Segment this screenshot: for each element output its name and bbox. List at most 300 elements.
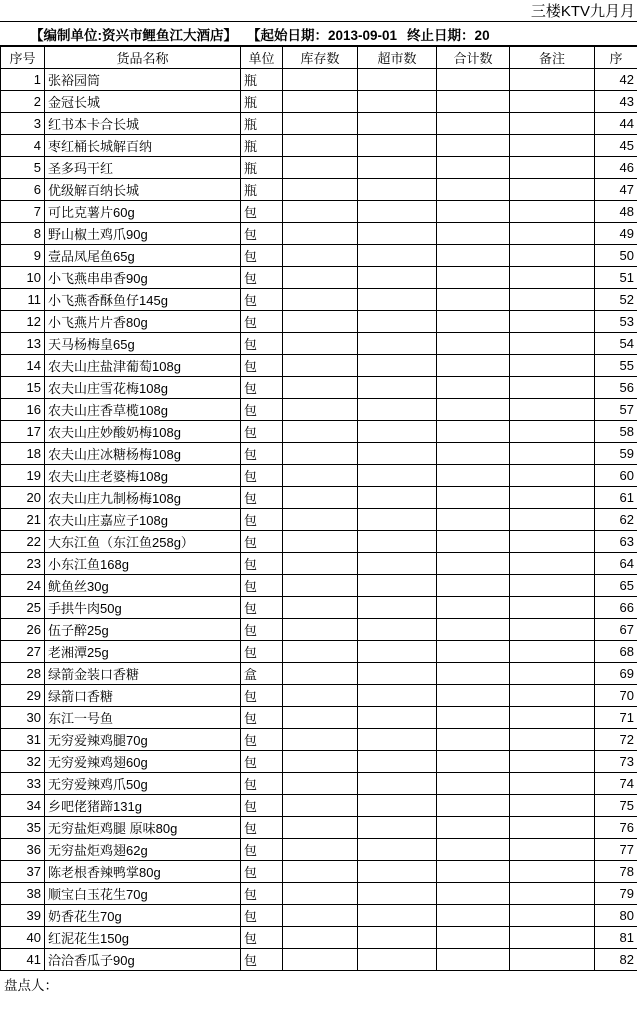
cell-total[interactable] [437,333,510,355]
cell-index[interactable]: 38 [1,883,45,905]
cell-supermarket[interactable] [358,179,437,201]
cell-index[interactable]: 8 [1,223,45,245]
cell-index2[interactable]: 58 [595,421,637,443]
cell-supermarket[interactable] [358,113,437,135]
cell-total[interactable] [437,201,510,223]
cell-name[interactable]: 无穷爱辣鸡腿70g [45,729,241,751]
cell-name[interactable]: 红书本卡合长城 [45,113,241,135]
cell-index[interactable]: 29 [1,685,45,707]
cell-note[interactable] [510,91,595,113]
cell-stock[interactable] [283,443,358,465]
cell-note[interactable] [510,113,595,135]
cell-index[interactable]: 23 [1,553,45,575]
cell-index2[interactable]: 81 [595,927,637,949]
cell-stock[interactable] [283,487,358,509]
cell-name[interactable]: 张裕园筒 [45,69,241,91]
cell-index[interactable]: 5 [1,157,45,179]
cell-supermarket[interactable] [358,905,437,927]
cell-name[interactable]: 农夫山庄香草榄108g [45,399,241,421]
cell-unit[interactable]: 包 [241,267,283,289]
cell-supermarket[interactable] [358,729,437,751]
cell-unit[interactable]: 包 [241,817,283,839]
cell-index[interactable]: 33 [1,773,45,795]
cell-index[interactable]: 32 [1,751,45,773]
cell-index2[interactable]: 75 [595,795,637,817]
cell-name[interactable]: 大东江鱼（东江鱼258g） [45,531,241,553]
cell-name[interactable]: 手拱牛肉50g [45,597,241,619]
cell-stock[interactable] [283,223,358,245]
cell-unit[interactable]: 包 [241,289,283,311]
cell-note[interactable] [510,729,595,751]
cell-unit[interactable]: 包 [241,883,283,905]
cell-index2[interactable]: 70 [595,685,637,707]
cell-index[interactable]: 35 [1,817,45,839]
cell-note[interactable] [510,707,595,729]
cell-supermarket[interactable] [358,267,437,289]
cell-note[interactable] [510,861,595,883]
cell-total[interactable] [437,113,510,135]
cell-index2[interactable]: 53 [595,311,637,333]
cell-supermarket[interactable] [358,377,437,399]
cell-stock[interactable] [283,289,358,311]
cell-note[interactable] [510,399,595,421]
cell-name[interactable]: 枣红桶长城解百纳 [45,135,241,157]
cell-stock[interactable] [283,883,358,905]
cell-total[interactable] [437,685,510,707]
cell-name[interactable]: 野山椒土鸡爪90g [45,223,241,245]
cell-total[interactable] [437,597,510,619]
cell-supermarket[interactable] [358,619,437,641]
cell-note[interactable] [510,839,595,861]
cell-total[interactable] [437,157,510,179]
cell-index[interactable]: 17 [1,421,45,443]
cell-stock[interactable] [283,619,358,641]
cell-unit[interactable]: 包 [241,553,283,575]
cell-total[interactable] [437,487,510,509]
cell-stock[interactable] [283,905,358,927]
cell-unit[interactable]: 包 [241,223,283,245]
cell-index2[interactable]: 66 [595,597,637,619]
cell-name[interactable]: 农夫山庄妙酸奶梅108g [45,421,241,443]
cell-supermarket[interactable] [358,883,437,905]
cell-index[interactable]: 31 [1,729,45,751]
cell-index[interactable]: 15 [1,377,45,399]
cell-note[interactable] [510,751,595,773]
cell-total[interactable] [437,267,510,289]
cell-index[interactable]: 22 [1,531,45,553]
cell-note[interactable] [510,69,595,91]
cell-index2[interactable]: 73 [595,751,637,773]
cell-unit[interactable]: 瓶 [241,113,283,135]
cell-index[interactable]: 1 [1,69,45,91]
cell-total[interactable] [437,179,510,201]
cell-note[interactable] [510,641,595,663]
cell-index[interactable]: 6 [1,179,45,201]
cell-index2[interactable]: 61 [595,487,637,509]
cell-supermarket[interactable] [358,949,437,971]
cell-stock[interactable] [283,553,358,575]
cell-unit[interactable]: 瓶 [241,157,283,179]
cell-index2[interactable]: 51 [595,267,637,289]
cell-index[interactable]: 12 [1,311,45,333]
cell-supermarket[interactable] [358,421,437,443]
cell-supermarket[interactable] [358,311,437,333]
cell-index2[interactable]: 50 [595,245,637,267]
cell-total[interactable] [437,509,510,531]
cell-name[interactable]: 小东江鱼168g [45,553,241,575]
cell-unit[interactable]: 包 [241,531,283,553]
cell-unit[interactable]: 瓶 [241,91,283,113]
cell-supermarket[interactable] [358,289,437,311]
cell-unit[interactable]: 包 [241,949,283,971]
cell-note[interactable] [510,773,595,795]
cell-supermarket[interactable] [358,685,437,707]
cell-name[interactable]: 陈老根香辣鸭掌80g [45,861,241,883]
cell-name[interactable]: 洽洽香瓜子90g [45,949,241,971]
cell-note[interactable] [510,619,595,641]
cell-index2[interactable]: 64 [595,553,637,575]
cell-total[interactable] [437,421,510,443]
cell-index2[interactable]: 57 [595,399,637,421]
cell-total[interactable] [437,751,510,773]
cell-total[interactable] [437,443,510,465]
cell-index2[interactable]: 46 [595,157,637,179]
cell-supermarket[interactable] [358,223,437,245]
cell-unit[interactable]: 包 [241,575,283,597]
cell-total[interactable] [437,245,510,267]
cell-unit[interactable]: 包 [241,685,283,707]
cell-index2[interactable]: 76 [595,817,637,839]
cell-note[interactable] [510,223,595,245]
cell-stock[interactable] [283,201,358,223]
cell-note[interactable] [510,179,595,201]
cell-stock[interactable] [283,355,358,377]
cell-name[interactable]: 农夫山庄九制杨梅108g [45,487,241,509]
cell-supermarket[interactable] [358,157,437,179]
cell-note[interactable] [510,245,595,267]
cell-unit[interactable]: 包 [241,311,283,333]
cell-note[interactable] [510,421,595,443]
cell-supermarket[interactable] [358,663,437,685]
cell-index[interactable]: 34 [1,795,45,817]
cell-supermarket[interactable] [358,135,437,157]
cell-supermarket[interactable] [358,707,437,729]
cell-total[interactable] [437,553,510,575]
cell-index2[interactable]: 54 [595,333,637,355]
cell-name[interactable]: 无穷爱辣鸡翅60g [45,751,241,773]
cell-index2[interactable]: 47 [595,179,637,201]
cell-unit[interactable]: 包 [241,399,283,421]
cell-index2[interactable]: 72 [595,729,637,751]
cell-total[interactable] [437,69,510,91]
cell-index2[interactable]: 69 [595,663,637,685]
cell-unit[interactable]: 瓶 [241,179,283,201]
cell-unit[interactable]: 包 [241,421,283,443]
cell-stock[interactable] [283,157,358,179]
cell-unit[interactable]: 包 [241,795,283,817]
cell-index[interactable]: 7 [1,201,45,223]
cell-unit[interactable]: 包 [241,641,283,663]
cell-note[interactable] [510,289,595,311]
cell-supermarket[interactable] [358,773,437,795]
cell-unit[interactable]: 包 [241,487,283,509]
cell-note[interactable] [510,377,595,399]
cell-supermarket[interactable] [358,817,437,839]
cell-stock[interactable] [283,333,358,355]
cell-unit[interactable]: 包 [241,201,283,223]
cell-index[interactable]: 24 [1,575,45,597]
cell-unit[interactable]: 瓶 [241,69,283,91]
cell-note[interactable] [510,443,595,465]
cell-note[interactable] [510,267,595,289]
cell-total[interactable] [437,817,510,839]
cell-index[interactable]: 27 [1,641,45,663]
cell-index2[interactable]: 52 [595,289,637,311]
cell-index[interactable]: 16 [1,399,45,421]
cell-unit[interactable]: 瓶 [241,135,283,157]
cell-stock[interactable] [283,377,358,399]
cell-name[interactable]: 小飞燕串串香90g [45,267,241,289]
cell-total[interactable] [437,883,510,905]
cell-index2[interactable]: 42 [595,69,637,91]
cell-supermarket[interactable] [358,399,437,421]
cell-unit[interactable]: 包 [241,861,283,883]
cell-supermarket[interactable] [358,465,437,487]
cell-index[interactable]: 28 [1,663,45,685]
cell-stock[interactable] [283,421,358,443]
cell-stock[interactable] [283,663,358,685]
cell-index2[interactable]: 56 [595,377,637,399]
cell-stock[interactable] [283,817,358,839]
cell-index[interactable]: 25 [1,597,45,619]
cell-stock[interactable] [283,949,358,971]
cell-supermarket[interactable] [358,795,437,817]
cell-total[interactable] [437,289,510,311]
cell-name[interactable]: 可比克薯片60g [45,201,241,223]
cell-index[interactable]: 10 [1,267,45,289]
cell-supermarket[interactable] [358,355,437,377]
cell-stock[interactable] [283,531,358,553]
cell-stock[interactable] [283,927,358,949]
cell-supermarket[interactable] [358,509,437,531]
cell-total[interactable] [437,399,510,421]
cell-total[interactable] [437,641,510,663]
cell-name[interactable]: 老湘潭25g [45,641,241,663]
cell-index2[interactable]: 63 [595,531,637,553]
cell-index[interactable]: 3 [1,113,45,135]
cell-stock[interactable] [283,267,358,289]
cell-index[interactable]: 41 [1,949,45,971]
cell-index2[interactable]: 80 [595,905,637,927]
cell-note[interactable] [510,157,595,179]
cell-note[interactable] [510,685,595,707]
cell-supermarket[interactable] [358,443,437,465]
cell-index[interactable]: 36 [1,839,45,861]
cell-supermarket[interactable] [358,201,437,223]
cell-index[interactable]: 20 [1,487,45,509]
cell-stock[interactable] [283,135,358,157]
cell-index[interactable]: 39 [1,905,45,927]
cell-total[interactable] [437,311,510,333]
cell-index[interactable]: 19 [1,465,45,487]
cell-name[interactable]: 农夫山庄雪花梅108g [45,377,241,399]
cell-stock[interactable] [283,69,358,91]
cell-note[interactable] [510,795,595,817]
cell-index[interactable]: 26 [1,619,45,641]
cell-note[interactable] [510,509,595,531]
cell-supermarket[interactable] [358,839,437,861]
cell-total[interactable] [437,531,510,553]
cell-stock[interactable] [283,685,358,707]
cell-stock[interactable] [283,509,358,531]
cell-total[interactable] [437,377,510,399]
cell-stock[interactable] [283,91,358,113]
cell-name[interactable]: 小飞燕香酥鱼仔145g [45,289,241,311]
cell-total[interactable] [437,773,510,795]
cell-name[interactable]: 东江一号鱼 [45,707,241,729]
cell-index2[interactable]: 79 [595,883,637,905]
cell-stock[interactable] [283,839,358,861]
cell-index2[interactable]: 60 [595,465,637,487]
cell-name[interactable]: 金冠长城 [45,91,241,113]
cell-supermarket[interactable] [358,69,437,91]
cell-total[interactable] [437,927,510,949]
cell-stock[interactable] [283,597,358,619]
cell-total[interactable] [437,905,510,927]
cell-name[interactable]: 壹品凤尾鱼65g [45,245,241,267]
cell-index[interactable]: 11 [1,289,45,311]
cell-total[interactable] [437,355,510,377]
cell-supermarket[interactable] [358,91,437,113]
cell-unit[interactable]: 包 [241,245,283,267]
cell-name[interactable]: 农夫山庄冰糖杨梅108g [45,443,241,465]
cell-total[interactable] [437,707,510,729]
cell-total[interactable] [437,91,510,113]
cell-name[interactable]: 绿箭金装口香糖 [45,663,241,685]
cell-unit[interactable]: 包 [241,751,283,773]
cell-note[interactable] [510,663,595,685]
cell-supermarket[interactable] [358,553,437,575]
cell-unit[interactable]: 包 [241,355,283,377]
cell-note[interactable] [510,949,595,971]
cell-note[interactable] [510,597,595,619]
cell-index2[interactable]: 43 [595,91,637,113]
cell-total[interactable] [437,619,510,641]
cell-unit[interactable]: 包 [241,443,283,465]
cell-index2[interactable]: 49 [595,223,637,245]
cell-index[interactable]: 18 [1,443,45,465]
cell-supermarket[interactable] [358,861,437,883]
cell-name[interactable]: 小飞燕片片香80g [45,311,241,333]
cell-name[interactable]: 鱿鱼丝30g [45,575,241,597]
cell-supermarket[interactable] [358,575,437,597]
cell-name[interactable]: 红泥花生150g [45,927,241,949]
cell-unit[interactable]: 盒 [241,663,283,685]
cell-index[interactable]: 30 [1,707,45,729]
cell-stock[interactable] [283,311,358,333]
cell-note[interactable] [510,311,595,333]
cell-note[interactable] [510,201,595,223]
cell-note[interactable] [510,553,595,575]
cell-index2[interactable]: 55 [595,355,637,377]
cell-index[interactable]: 37 [1,861,45,883]
cell-index[interactable]: 9 [1,245,45,267]
cell-index2[interactable]: 44 [595,113,637,135]
cell-stock[interactable] [283,795,358,817]
cell-unit[interactable]: 包 [241,729,283,751]
cell-unit[interactable]: 包 [241,905,283,927]
cell-name[interactable]: 乡吧佬猪蹄131g [45,795,241,817]
cell-supermarket[interactable] [358,487,437,509]
cell-stock[interactable] [283,575,358,597]
cell-note[interactable] [510,487,595,509]
cell-stock[interactable] [283,245,358,267]
cell-index2[interactable]: 45 [595,135,637,157]
cell-name[interactable]: 农夫山庄盐津葡萄108g [45,355,241,377]
cell-total[interactable] [437,663,510,685]
cell-name[interactable]: 伍子醉25g [45,619,241,641]
cell-total[interactable] [437,223,510,245]
cell-stock[interactable] [283,465,358,487]
cell-total[interactable] [437,465,510,487]
cell-name[interactable]: 无穷盐炬鸡腿 原味80g [45,817,241,839]
cell-index2[interactable]: 67 [595,619,637,641]
cell-stock[interactable] [283,861,358,883]
cell-supermarket[interactable] [358,245,437,267]
cell-note[interactable] [510,333,595,355]
cell-supermarket[interactable] [358,641,437,663]
cell-note[interactable] [510,135,595,157]
cell-index2[interactable]: 48 [595,201,637,223]
cell-supermarket[interactable] [358,597,437,619]
cell-name[interactable]: 优级解百纳长城 [45,179,241,201]
cell-index2[interactable]: 59 [595,443,637,465]
cell-index[interactable]: 14 [1,355,45,377]
cell-note[interactable] [510,905,595,927]
cell-note[interactable] [510,355,595,377]
cell-name[interactable]: 无穷爱辣鸡爪50g [45,773,241,795]
cell-unit[interactable]: 包 [241,927,283,949]
cell-unit[interactable]: 包 [241,597,283,619]
cell-total[interactable] [437,861,510,883]
cell-stock[interactable] [283,113,358,135]
cell-name[interactable]: 农夫山庄老婆梅108g [45,465,241,487]
cell-index2[interactable]: 77 [595,839,637,861]
cell-note[interactable] [510,575,595,597]
cell-index2[interactable]: 74 [595,773,637,795]
cell-note[interactable] [510,927,595,949]
cell-index[interactable]: 40 [1,927,45,949]
cell-name[interactable]: 绿箭口香糖 [45,685,241,707]
cell-unit[interactable]: 包 [241,509,283,531]
cell-total[interactable] [437,839,510,861]
cell-index[interactable]: 21 [1,509,45,531]
cell-unit[interactable]: 包 [241,707,283,729]
cell-index[interactable]: 13 [1,333,45,355]
cell-unit[interactable]: 包 [241,465,283,487]
cell-stock[interactable] [283,707,358,729]
cell-stock[interactable] [283,751,358,773]
cell-name[interactable]: 农夫山庄嘉应子108g [45,509,241,531]
cell-index2[interactable]: 78 [595,861,637,883]
cell-stock[interactable] [283,179,358,201]
cell-name[interactable]: 圣多玛干红 [45,157,241,179]
cell-index[interactable]: 2 [1,91,45,113]
cell-supermarket[interactable] [358,531,437,553]
cell-note[interactable] [510,531,595,553]
cell-name[interactable]: 天马杨梅皇65g [45,333,241,355]
cell-total[interactable] [437,575,510,597]
